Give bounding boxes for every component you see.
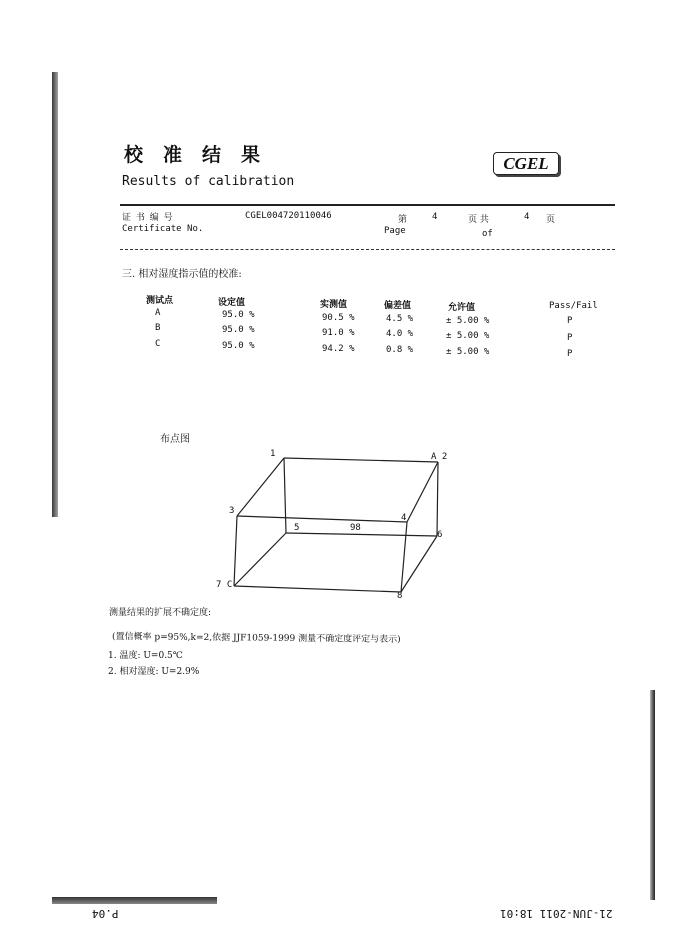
edge-3-4 [237,516,407,522]
fax-page: P.04 [92,907,119,920]
cgel-logo: CGEL [493,152,559,175]
row-a-allowed: ± 5.00 % [446,316,490,326]
row-b-deviation: 4.0 % [386,329,414,339]
point-label-3: 3 [229,506,235,516]
page-label-en: Page [384,226,406,236]
point-label-5: 5 [294,523,300,533]
edge-1-5 [284,458,286,533]
row-b-point: B [155,323,161,333]
col-header-measured: 实测值 [320,300,348,310]
certificate-label-cn: 证 书 编 号 [122,213,174,223]
row-b-set: 95.0 % [222,325,255,335]
page-number: 4 [432,212,438,222]
row-b-allowed: ± 5.00 % [446,331,490,341]
edge-2-6 [437,462,438,536]
page-cn-middle: 页 共 [468,215,489,225]
row-a-measured: 90.5 % [322,313,355,323]
fax-datetime: 21-JUN-2011 18:01 [500,907,613,920]
col-header-test-point: 测试点 [146,296,174,306]
col-header-set-value: 设定值 [218,298,246,308]
page-cn-suffix: 页 [546,215,556,225]
row-a-point: A [155,308,161,318]
col-header-pass-fail: Pass/Fail [549,301,598,311]
edge-5-7 [234,533,286,586]
page-cn-prefix: 第 [398,215,408,225]
row-a-result: P [567,316,573,326]
row-c-set: 95.0 % [222,341,255,351]
row-a-set: 95.0 % [222,310,255,320]
row-c-allowed: ± 5.00 % [446,347,490,357]
certificate-number: CGEL004720110046 [245,211,332,221]
col-header-deviation: 偏差值 [384,301,412,311]
edge-4-8 [401,522,407,592]
point-label-8: 8 [397,591,403,601]
edge-6-8 [401,536,437,592]
point-label-7: 7 C [216,580,233,590]
of-label-en: of [482,229,493,239]
row-a-deviation: 4.5 % [386,314,414,324]
uncertainty-humidity: 2. 相对湿度: U=2.9% [108,667,200,677]
title-en: Results of calibration [122,174,295,189]
edge-2-4 [407,462,438,522]
row-c-result: P [567,349,573,359]
center-point-label: 98 [350,523,361,533]
row-b-measured: 91.0 % [322,328,355,338]
uncertainty-title: 测量结果的扩展不确定度: [109,608,212,618]
point-label-2: A 2 [431,452,448,462]
uncertainty-temperature: 1. 温度: U=0.5℃ [108,651,183,661]
uncertainty-note: (置信概率 p=95%,k=2,依据 JJF1059-1999 测量不确定度评定与表示) [111,632,401,646]
edge-1-2 [284,458,438,462]
point-label-6: 6 [437,530,443,540]
point-label-1: 1 [270,449,276,459]
edge-5-6 [286,533,437,536]
title-cn: 校准结果 [124,144,281,166]
point-label-4: 4 [401,513,407,523]
certificate-label-en: Certificate No. [122,224,204,234]
row-c-point: C [155,339,161,349]
row-c-measured: 94.2 % [322,344,355,354]
edge-7-8 [234,586,401,592]
row-b-result: P [567,333,573,343]
page-total: 4 [524,212,530,222]
edge-1-3 [237,458,284,516]
diagram-title: 布点图 [160,434,190,445]
col-header-allowed: 允许值 [448,303,476,313]
edge-3-7 [234,516,237,586]
section-title: 三. 相对湿度指示值的校准: [122,269,242,280]
row-c-deviation: 0.8 % [386,345,414,355]
